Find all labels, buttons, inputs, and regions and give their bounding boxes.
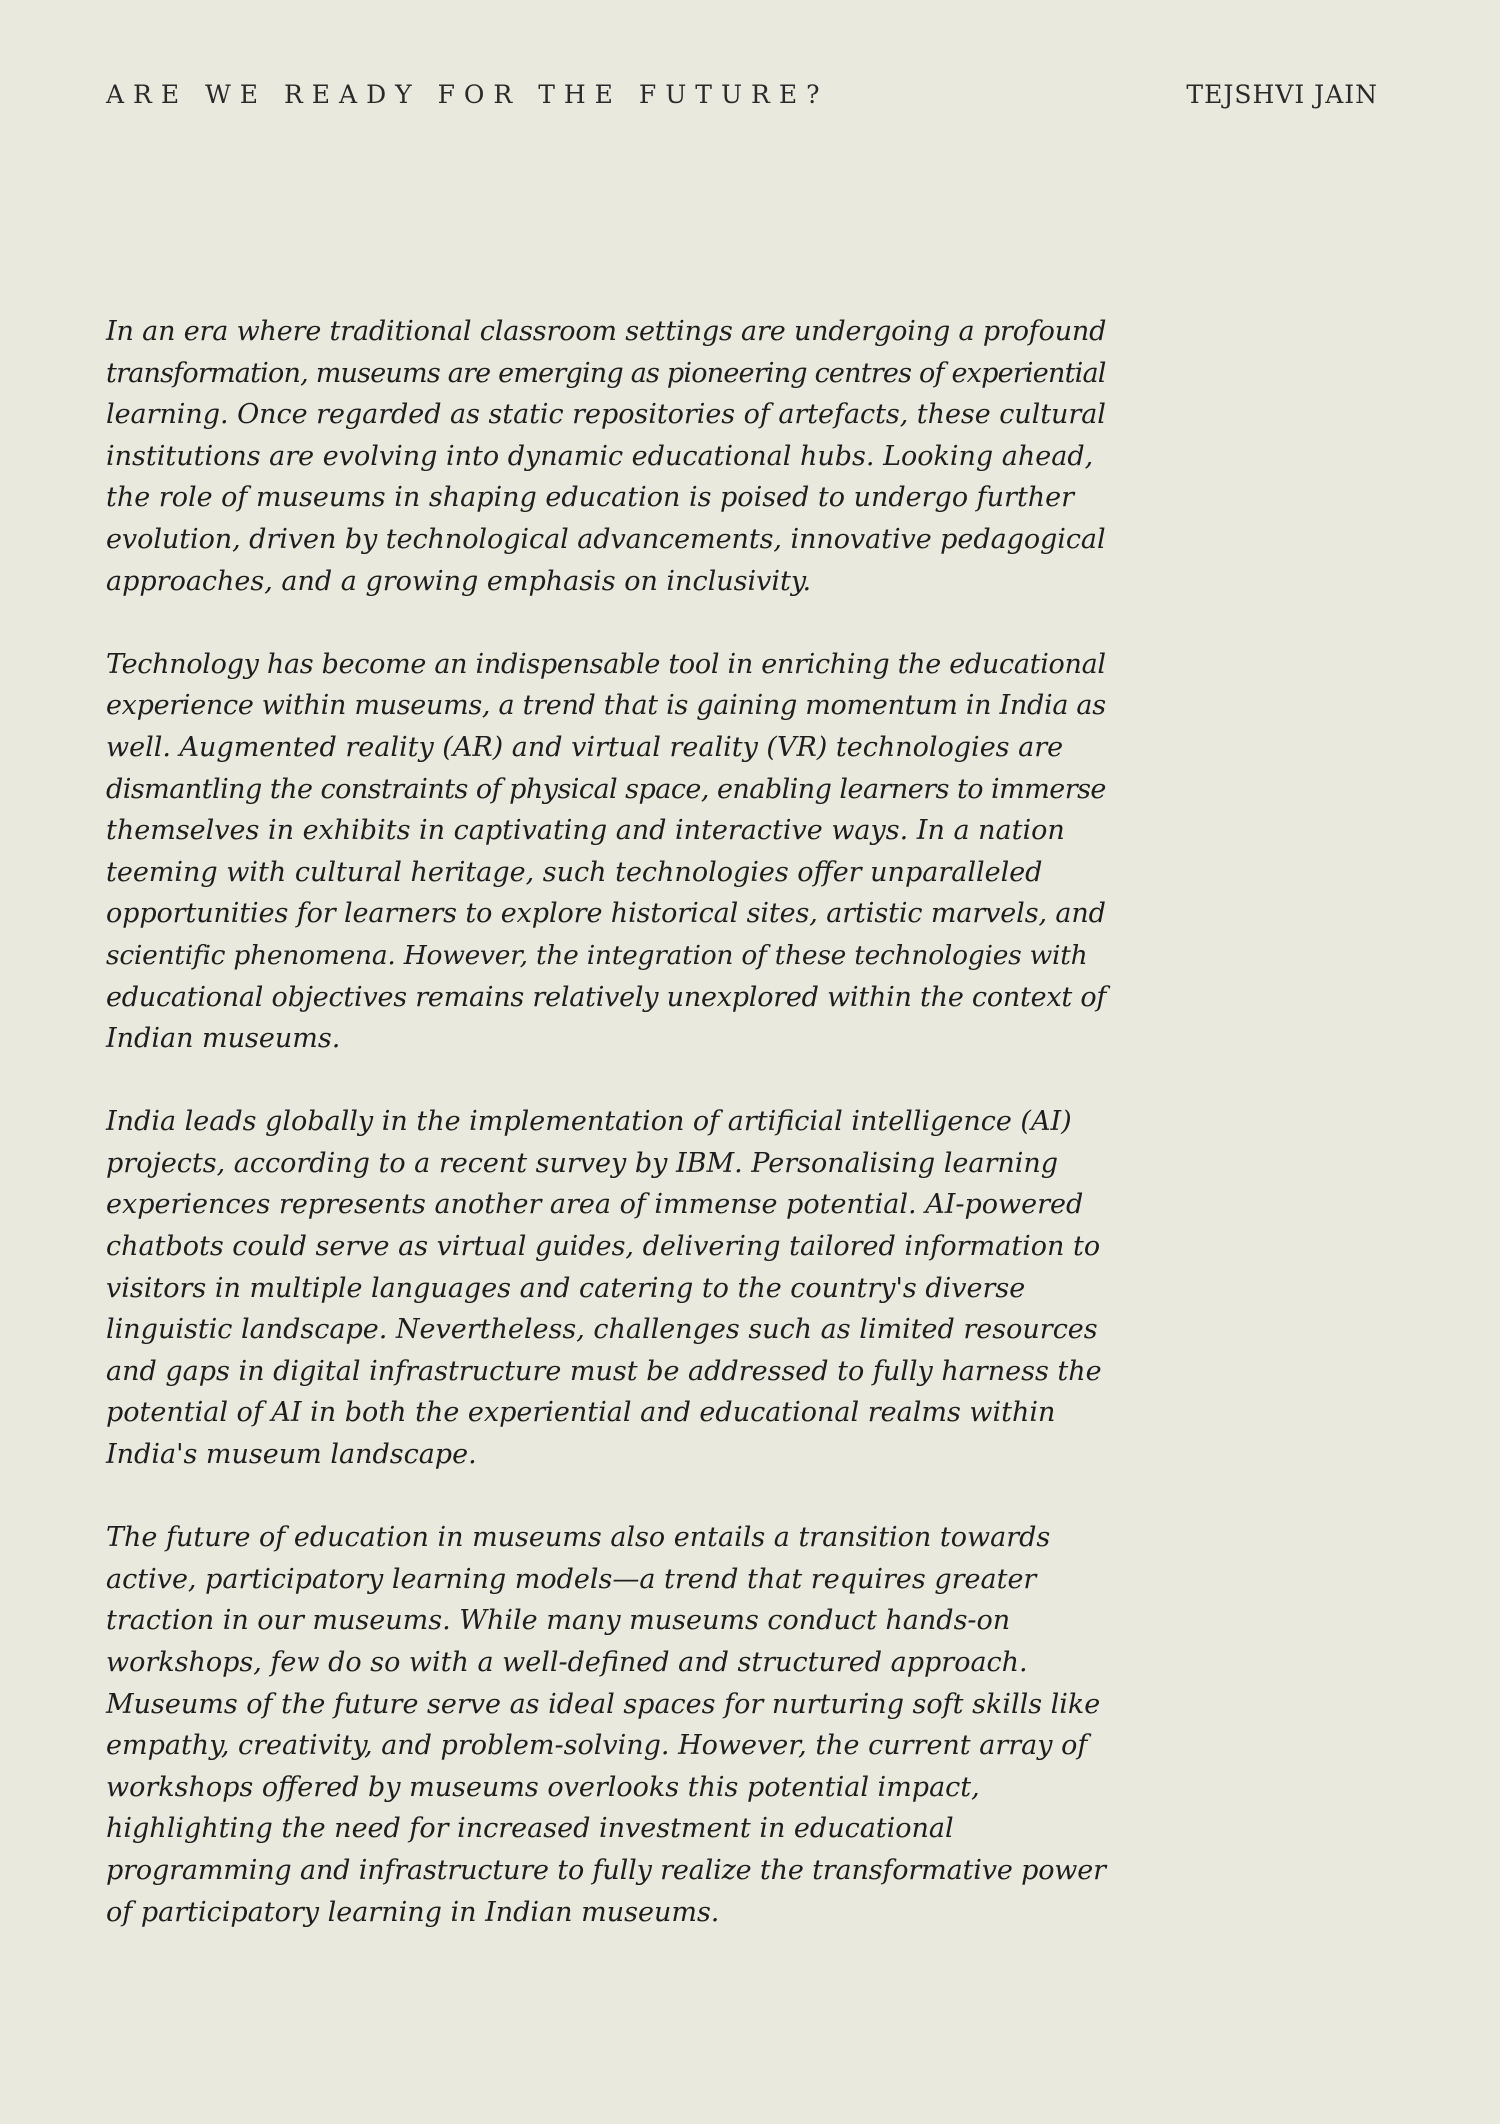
paragraph-line: of participatory learning in Indian museums. xyxy=(106,1896,720,1928)
paragraph-line: Technology has become an indispensable tool in enriching the educational xyxy=(106,648,1106,680)
paragraph-line: experience within museums, a trend that is gaining momentum in India as xyxy=(106,690,1106,722)
article-body xyxy=(106,311,1106,1975)
paragraph-line: themselves in exhibits in captivating and interactive ways. In a nation xyxy=(106,815,1065,847)
author-name: TEJSHVI JAIN xyxy=(1186,79,1378,109)
paragraph-line: and gaps in digital infrastructure must be addressed to fully harness the xyxy=(106,1355,1102,1387)
paragraph-line: educational objectives remains relatively unexplored within the context of xyxy=(106,981,1107,1013)
article-paragraph xyxy=(106,644,1106,1060)
paragraph-line: Indian museums. xyxy=(106,1023,341,1055)
paragraph-line: projects, according to a recent survey by IBM. Personalising learning xyxy=(106,1147,1059,1179)
paragraph-line: evolution, driven by technological advancements, innovative pedagogical xyxy=(106,523,1106,555)
paragraph-line: well. Augmented reality (AR) and virtual reality (VR) technologies are xyxy=(106,731,1064,763)
paragraph-line: programming and infrastructure to fully realize the transformative power xyxy=(106,1854,1106,1886)
paragraph-line: the role of museums in shaping education is poised to undergo further xyxy=(106,482,1075,514)
paragraph-line: The future of education in museums also entails a transition towards xyxy=(106,1522,1051,1554)
paragraph-line: traction in our museums. While many museums conduct hands-on xyxy=(106,1605,1011,1637)
page-header xyxy=(106,74,1378,114)
paragraph-line: Museums of the future serve as ideal spaces for nurturing soft skills like xyxy=(106,1688,1101,1720)
paragraph-line: highlighting the need for increased investment in educational xyxy=(106,1813,954,1845)
paragraph-line: scientific phenomena. However, the integration of these technologies with xyxy=(106,939,1088,971)
paragraph-line: empathy, creativity, and problem-solving. However, the current array of xyxy=(106,1730,1088,1762)
paragraph-line: institutions are evolving into dynamic educational hubs. Looking ahead, xyxy=(106,440,1094,472)
paragraph-line: chatbots could serve as virtual guides, delivering tailored information to xyxy=(106,1231,1101,1263)
paragraph-line: experiences represents another area of immense potential. AI-powered xyxy=(106,1189,1084,1221)
paragraph-line: teeming with cultural heritage, such technologies offer unparalleled xyxy=(106,856,1043,888)
article-paragraph xyxy=(106,311,1106,602)
paragraph-line: learning. Once regarded as static repositories of artefacts, these cultural xyxy=(106,399,1106,431)
paragraph-line: India leads globally in the implementation of artificial intelligence (AI) xyxy=(106,1106,1072,1138)
paragraph-line: workshops, few do so with a well-defined and structured approach. xyxy=(106,1647,1028,1678)
article-paragraph xyxy=(106,1101,1106,1475)
paragraph-line: active, participatory learning models—a trend that requires greater xyxy=(106,1563,1037,1595)
paragraph-line: linguistic landscape. Nevertheless, challenges such as limited resources xyxy=(106,1314,1098,1346)
paragraph-line: dismantling the constraints of physical space, enabling learners to immerse xyxy=(106,773,1106,805)
paragraph-line: In an era where traditional classroom settings are undergoing a profound xyxy=(106,316,1107,347)
article-paragraph xyxy=(106,1517,1106,1933)
paragraph-line: transformation, museums are emerging as pioneering centres of experiential xyxy=(106,357,1106,389)
document-title: ARE WE READY FOR THE FUTURE? xyxy=(106,79,829,109)
paragraph-line: workshops offered by museums overlooks this potential impact, xyxy=(106,1771,980,1803)
paragraph-line: approaches, and a growing emphasis on inclusivity. xyxy=(106,565,812,597)
paragraph-line: opportunities for learners to explore historical sites, artistic marvels, and xyxy=(106,898,1106,930)
paragraph-line: potential of AI in both the experiential and educational realms within xyxy=(106,1397,1056,1429)
paragraph-line: India's museum landscape. xyxy=(106,1439,477,1471)
paragraph-line: visitors in multiple languages and catering to the country's diverse xyxy=(106,1272,1026,1304)
